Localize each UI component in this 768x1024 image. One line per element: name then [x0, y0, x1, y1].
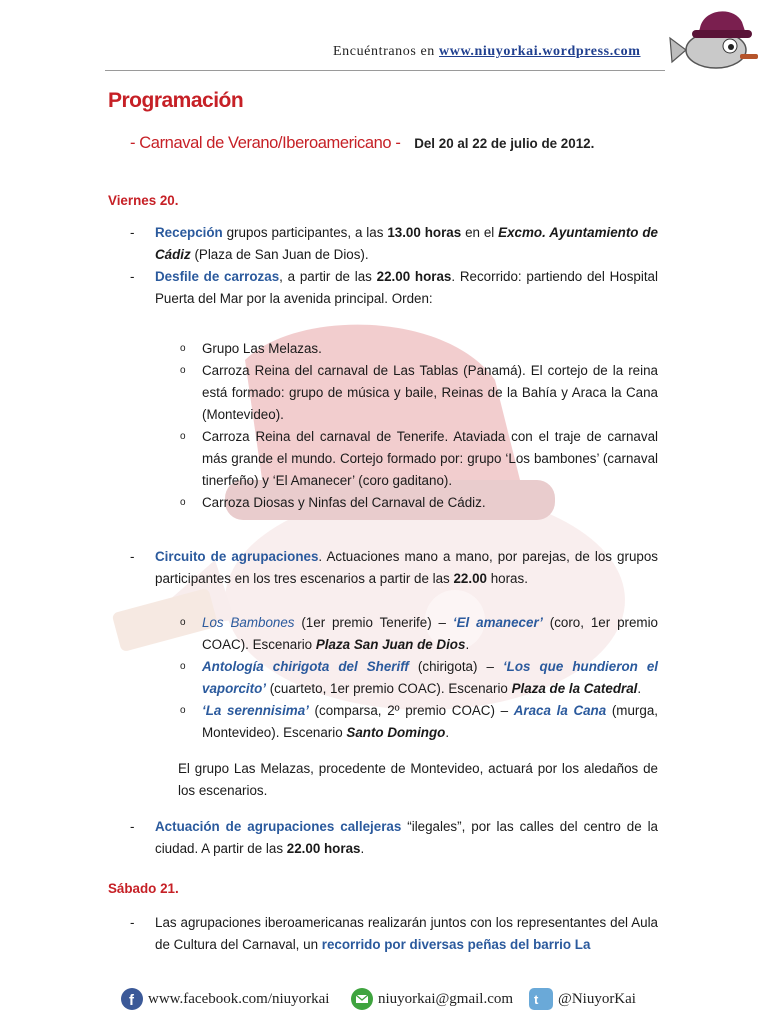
pair-note: (coro, 1er premio COAC). Escenario — [202, 615, 658, 652]
circuito-text: . Actuaciones mano a mano, por parejas, de los grupos participantes en los tres escenarios a partir de las — [155, 549, 658, 586]
pair-stage: Plaza San Juan de Dios — [315, 637, 466, 652]
callejeras-label: Actuación de agrupaciones callejeras — [155, 819, 402, 834]
recepcion-label: Recepción — [155, 225, 223, 240]
pair-note: (murga, Montevideo). Escenario — [202, 703, 658, 740]
pair-group-b: ‘Los que hundieron el vaporcito’ — [202, 659, 658, 696]
desfile-time: 22.00 horas — [376, 269, 452, 284]
dash-bullet: - — [130, 915, 135, 930]
callejeras-text-2: . — [360, 841, 365, 856]
recepcion-text: grupos participantes, a las — [222, 225, 388, 240]
pair-group-a: Antología chirigota del Sheriff — [202, 659, 409, 674]
pair-note: (1er premio Tenerife) – — [294, 615, 453, 630]
pair-group-b: ‘El amanecer’ — [452, 615, 543, 630]
header-website-link[interactable]: www.niuyorkai.wordpress.com — [439, 44, 641, 59]
pair-group-a: Los Bambones — [202, 615, 295, 630]
list-item — [108, 656, 658, 700]
desfile-text-2: . Recorrido: partiendo del Hospital Puerta del Mar por la avenida principal. Orden: — [155, 269, 658, 306]
list-item — [108, 612, 658, 656]
dash-bullet: - — [130, 225, 135, 240]
list-item-saturday — [108, 912, 658, 956]
desfile-label: Desfile de carrozas — [155, 269, 280, 284]
email-icon — [350, 987, 374, 1011]
fish-logo-icon — [664, 4, 760, 76]
list-item — [108, 338, 658, 360]
event-name: - Carnaval de Verano/Iberoamericano - — [130, 134, 401, 152]
desfile-order-item: Carroza Diosas y Ninfas del Carnaval de Cádiz. — [202, 495, 486, 510]
footer-twitter[interactable] — [528, 987, 636, 1011]
pair-stage: Santo Domingo — [346, 725, 446, 740]
recepcion-text-3: (Plaza de San Juan de Dios). — [190, 247, 369, 262]
twitter-icon — [528, 987, 554, 1011]
list-item-circuito — [108, 546, 658, 590]
pair-stage: Plaza de la Catedral — [511, 681, 638, 696]
day-heading-saturday: Sábado 21. — [108, 881, 179, 896]
bullet-circle-icon: o — [180, 431, 186, 442]
bullet-circle-icon: o — [180, 343, 186, 354]
footer-facebook-link[interactable]: www.facebook.com/niuyorkai — [148, 990, 330, 1007]
pair-note: (comparsa, 2º premio COAC) – — [308, 703, 514, 718]
bullet-circle-icon: o — [180, 661, 186, 672]
footer — [0, 985, 768, 1017]
recepcion-place: Excmo. Ayuntamiento de Cádiz — [155, 225, 658, 262]
pair-group-b: Araca la Cana — [513, 703, 607, 718]
pair-end: . — [465, 637, 470, 652]
desfile-order-item: Carroza Reina del carnaval de Tenerife. Ataviada con el traje de carnaval más grande el mundo. Cortejo formado por: grupo ‘Los bambones’ (carnaval tinerfeño) y ‘El Amanecer’ (coro gaditano). — [202, 429, 658, 488]
document-body — [108, 90, 658, 956]
recepcion-text-2: en el — [461, 225, 499, 240]
pair-end: . — [637, 681, 642, 696]
pair-group-a: ‘La serennisima’ — [202, 703, 309, 718]
desfile-order-item: Carroza Reina del carnaval de Las Tablas (Panamá). El cortejo de la reina está formado: grupo de música y baile, Reinas de la Bahía y Araca la Cana (Montevideo). — [202, 363, 658, 422]
list-item-callejeras — [108, 816, 658, 860]
desfile-text: , a partir de las — [279, 269, 377, 284]
circuito-label: Circuito de agrupaciones — [155, 549, 319, 564]
event-dates: Del 20 al 22 de julio de 2012. — [414, 136, 595, 151]
footer-email[interactable] — [350, 987, 513, 1011]
svg-text:t: t — [534, 992, 539, 1007]
bullet-circle-icon: o — [180, 365, 186, 376]
footer-email-link[interactable]: niuyorkai@gmail.com — [378, 990, 514, 1007]
dash-bullet: - — [130, 819, 135, 834]
footer-facebook[interactable] — [120, 987, 329, 1011]
melazas-note: El grupo Las Melazas, procedente de Montevideo, actuará por los aledaños de los escenarios. — [178, 761, 658, 798]
dash-bullet: - — [130, 549, 135, 564]
bullet-circle-icon: o — [180, 617, 186, 628]
header-prefix: Encuéntranos en — [333, 44, 435, 59]
recepcion-time: 13.00 horas — [387, 225, 462, 240]
list-item-desfile — [108, 266, 658, 310]
circuito-time: 22.00 — [453, 571, 487, 586]
dash-bullet: - — [130, 269, 135, 284]
list-item — [108, 492, 658, 514]
pair-note: (chirigota) – — [408, 659, 503, 674]
saturday-highlight: recorrido por diversas peñas del barrio La — [321, 937, 591, 952]
bullet-circle-icon: o — [180, 497, 186, 508]
header-line — [333, 44, 641, 60]
pair-note: (cuarteto, 1er premio COAC). Escenario — [266, 681, 512, 696]
day-heading-friday: Viernes 20. — [108, 193, 179, 208]
svg-text:f: f — [129, 992, 134, 1009]
list-item — [108, 700, 658, 744]
callejeras-time: 22.00 horas — [286, 841, 361, 856]
pair-end: . — [445, 725, 450, 740]
footer-twitter-link[interactable]: @NiuyorKai — [558, 990, 636, 1007]
facebook-icon — [120, 987, 144, 1011]
callejeras-text: “ilegales”, por las calles del centro de la ciudad. A partir de las — [155, 819, 659, 856]
bullet-circle-icon: o — [180, 705, 186, 716]
list-item — [108, 426, 658, 492]
list-item — [108, 360, 658, 426]
event-subtitle — [130, 132, 658, 162]
page-title: Programación — [108, 89, 244, 112]
header-divider — [105, 70, 665, 71]
list-item-recepcion — [108, 222, 658, 266]
circuito-text-2: horas. — [486, 571, 528, 586]
saturday-text: Las agrupaciones iberoamericanas realizarán juntos con los representantes del Aula de Cultura del Carnaval, un — [155, 915, 658, 952]
desfile-order-item: Grupo Las Melazas. — [202, 341, 322, 356]
